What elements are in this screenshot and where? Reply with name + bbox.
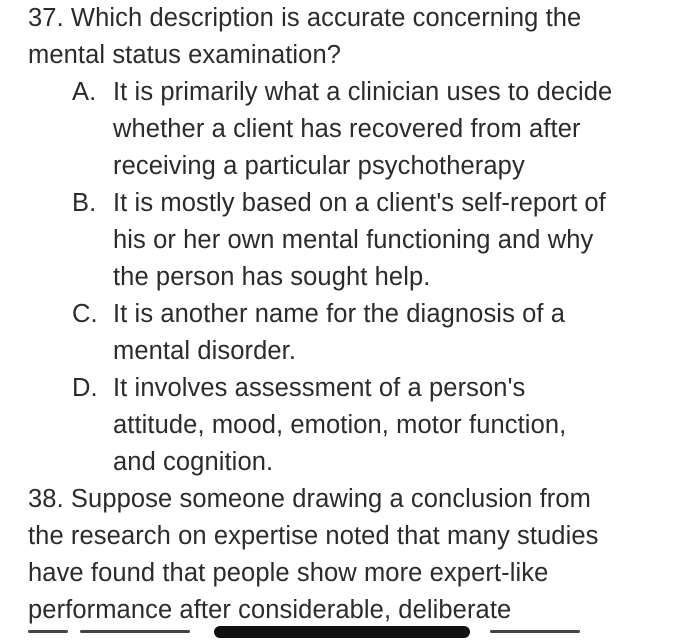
option-c-letter: C. xyxy=(72,300,98,328)
cut-off-text-fragment xyxy=(80,630,190,633)
question-38-line-4: performance after considerable, deliberate xyxy=(28,596,512,624)
option-d-line-1: It involves assessment of a person's xyxy=(113,374,526,402)
option-b-line-1: It is mostly based on a client's self-report of xyxy=(113,189,606,217)
option-b-letter: B. xyxy=(72,189,97,217)
question-37-line-2: mental status examination? xyxy=(28,41,342,69)
question-37-line-1: 37. Which description is accurate concerning the xyxy=(28,4,582,32)
cut-off-text-fragment xyxy=(490,630,580,633)
option-a-line-1: It is primarily what a clinician uses to decide xyxy=(113,78,613,106)
option-b-line-2: his or her own mental functioning and why xyxy=(113,226,594,254)
option-a-line-3: receiving a particular psychotherapy xyxy=(113,152,525,180)
cut-off-text-fragment xyxy=(28,630,68,633)
marker-underline xyxy=(214,626,470,638)
question-38-line-1: 38. Suppose someone drawing a conclusion from xyxy=(28,485,591,513)
question-38-line-3: have found that people show more expert-like xyxy=(28,559,549,587)
option-c-line-2: mental disorder. xyxy=(113,337,297,365)
option-a-line-2: whether a client has recovered from after xyxy=(113,115,581,143)
option-d-line-2: attitude, mood, emotion, motor function, xyxy=(113,411,567,439)
question-38-line-2: the research on expertise noted that many studies xyxy=(28,522,599,550)
option-d-line-3: and cognition. xyxy=(113,448,274,476)
option-c-line-1: It is another name for the diagnosis of a xyxy=(113,300,566,328)
option-a-letter: A. xyxy=(72,78,97,106)
option-b-line-3: the person has sought help. xyxy=(113,263,431,291)
option-d-letter: D. xyxy=(72,374,98,402)
